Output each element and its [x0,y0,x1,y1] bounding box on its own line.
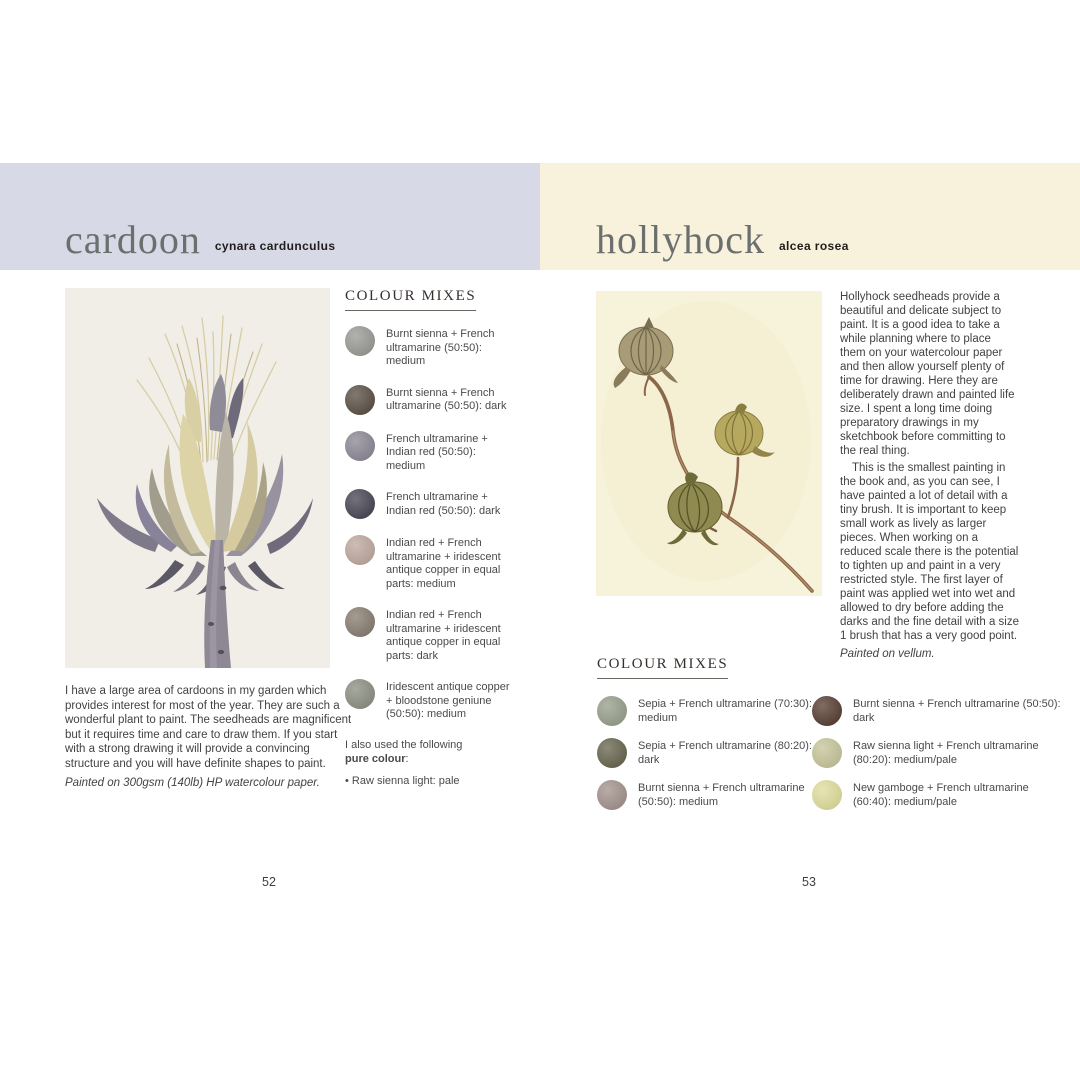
colour-mix-item [345,679,517,722]
left-body-text [65,684,355,790]
mix-label: Sepia + French ultramarine (80:20): dark [638,740,812,766]
colour-mix-item [597,696,812,726]
left-colour-mixes-section [345,287,517,787]
colour-mix-item [812,738,1062,768]
mix-label: Indian red + French ultramarine + iridescent antique copper in equal parts: medium [386,537,501,590]
mix-label: Burnt sienna + French ultramarine (50:50): medium [638,782,805,808]
colour-mix-item [812,696,1062,726]
left-body-paragraph: I have a large area of cardoons in my garden which provides interest for most of the year. They are such a wonderful plant to paint. The seedheads are magnificent but it requires time and care to draw them. If you start with a strong drawing it will provide a convincing structure and you will have definite shapes to paint. [65,685,352,770]
mix-label: French ultramarine + Indian red (50:50): medium [386,432,488,472]
page-number-right: 53 [802,875,816,889]
colour-mix-item [345,431,517,474]
right-colour-mixes-column-2 [812,696,1062,822]
bullet-dot-icon: • [345,774,349,787]
colour-mix-item [345,489,517,519]
paint-swatch [597,738,627,768]
paint-swatch [345,607,375,637]
also-used-note [345,738,517,766]
mix-label: Raw sienna light + French ultramarine (80:20): medium/pale [853,740,1039,766]
right-body-paragraph-2: This is the smallest painting in the book and, as you can see, I have painted a lot of detail with a tiny brush. It is important to keep small work as lively as larger pieces. When working on a reduced scale there is the potential to tighten up and paint in a very restricted style. The first layer of paint was applied wet into wet and allowed to dry before adding the darks and the fine detail with a size 1 brush that has a very good point. [840,462,1019,642]
paint-swatch [345,431,375,461]
right-page-subtitle: alcea rosea [778,239,849,253]
bullet-text: Raw sienna light: pale [351,774,460,787]
mix-label: Burnt sienna + French ultramarine (50:50): dark [386,386,507,412]
right-colour-mixes-heading: COLOUR MIXES [597,656,728,679]
colour-mix-item [345,607,517,663]
paint-swatch [345,489,375,519]
left-page-title: cardoon [65,217,201,262]
colour-mix-item [812,780,1062,810]
colour-mix-item [597,780,812,810]
mix-label: New gamboge + French ultramarine (60:40): medium/pale [853,782,1029,808]
colour-mix-item [597,738,812,768]
right-colour-mixes-column-1 [597,696,812,822]
left-page-subtitle: cynara cardunculus [214,239,336,253]
colour-mix-item [345,385,517,415]
mix-label: French ultramarine + Indian red (50:50): dark [386,491,501,517]
colour-mix-item [345,326,517,369]
right-colour-mixes-section [597,655,1067,822]
left-painting-caption: Painted on 300gsm (140lb) HP watercolour paper. [65,776,320,789]
right-body-paragraph-1: Hollyhock seedheads provide a beautiful and delicate subject to paint. It is a good idea to take a while planning where to place them on your watercolour paper and then allow yourself plenty of time for drawing. Here they are deliberately drawn and painted life size. I spent a long time doing preparatory drawings in my sketchbook before committing to the real thing. [840,291,1015,457]
right-page-title: hollyhock [596,217,765,262]
right-body-text [840,290,1019,661]
left-header-band [0,163,540,270]
paint-swatch [597,780,627,810]
page-number-left: 52 [262,875,276,889]
mix-label: Burnt sienna + French ultramarine (50:50): medium [386,328,495,367]
paint-swatch [812,696,842,726]
mix-label: Burnt sienna + French ultramarine (50:50): dark [853,698,1061,724]
right-painting-caption: Painted on vellum. [840,648,935,660]
also-used-line1: I also used the following [345,738,463,751]
colour-mix-item [345,535,517,591]
pure-colour-bullet [345,775,517,787]
hollyhock-painting [596,291,822,596]
right-header-band [540,163,1080,270]
mix-label: Indian red + French ultramarine + iridescent antique copper in equal parts: dark [386,609,501,662]
also-used-bold: pure colour [345,752,406,765]
mix-label: Iridescent antique copper + bloodstone geniune (50:50): medium [386,681,510,720]
paint-swatch [812,780,842,810]
left-colour-mixes-heading: COLOUR MIXES [345,288,476,311]
paint-swatch [597,696,627,726]
paint-swatch [812,738,842,768]
paint-swatch [345,385,375,415]
paint-swatch [345,535,375,565]
paint-swatch [345,326,375,356]
also-used-suffix: : [405,752,409,765]
cardoon-painting [65,288,330,668]
mix-label: Sepia + French ultramarine (70:30): medium [638,698,812,724]
